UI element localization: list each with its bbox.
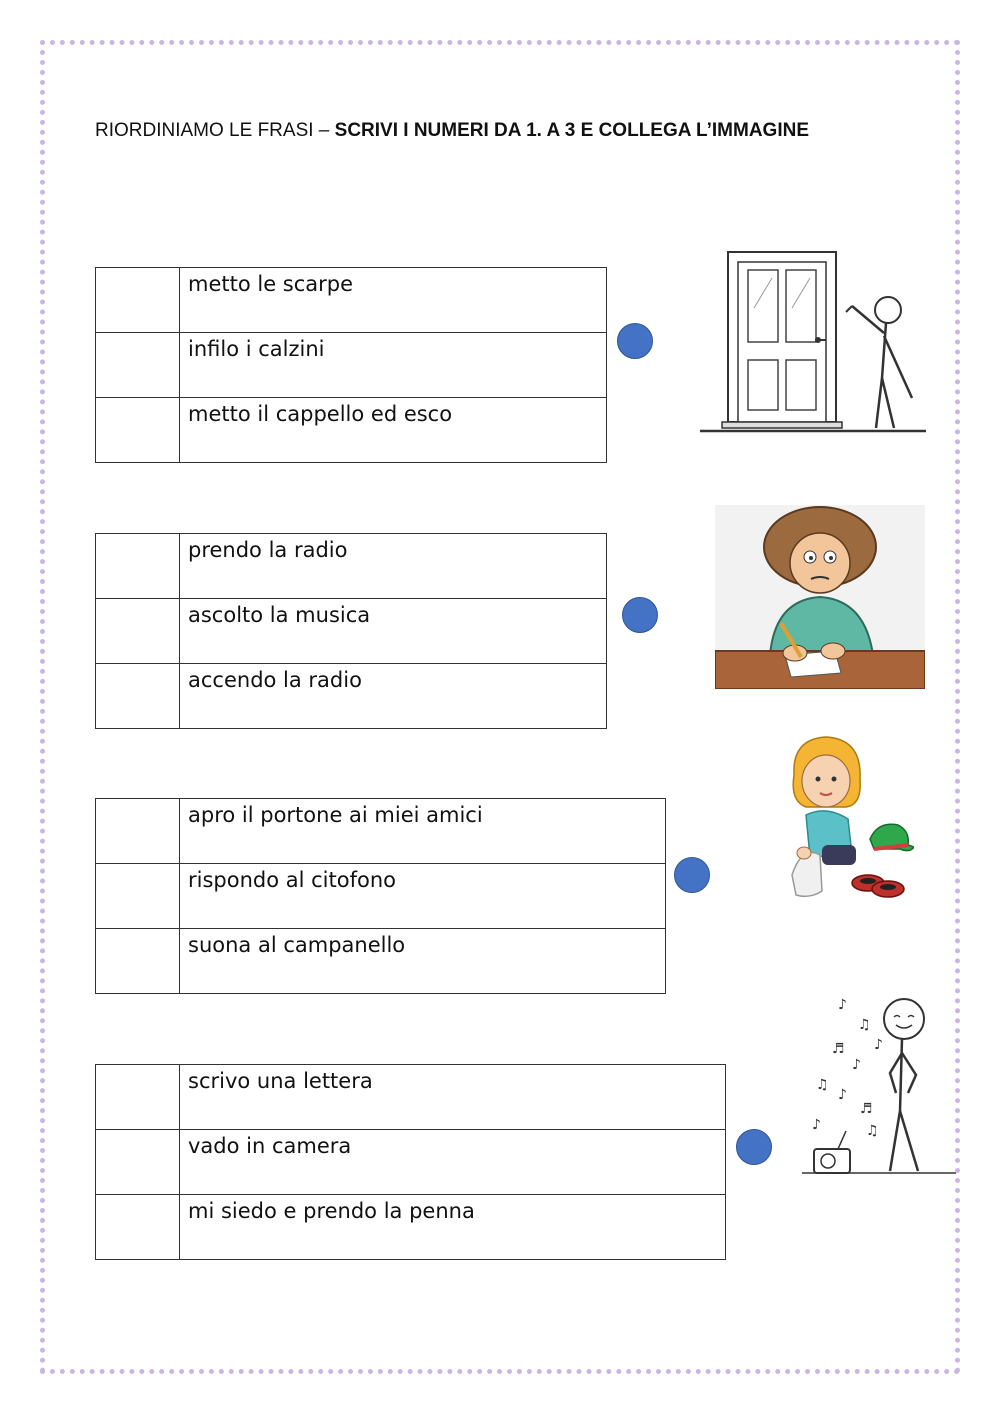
table-row	[96, 799, 666, 864]
door-knocking-illustration[interactable]	[700, 248, 926, 434]
table-row	[96, 268, 607, 333]
number-cell[interactable]	[96, 929, 180, 994]
man-listening-radio-illustration[interactable]	[802, 993, 956, 1177]
number-cell[interactable]	[96, 1195, 180, 1260]
table-row	[96, 599, 607, 664]
svg-text:♪: ♪	[838, 1087, 847, 1103]
svg-text:♬: ♬	[832, 1041, 845, 1057]
sentence-cell: metto il cappello ed esco	[180, 398, 607, 463]
exercise-table-2	[95, 533, 607, 729]
number-cell[interactable]	[96, 333, 180, 398]
svg-text:♬: ♬	[860, 1101, 873, 1117]
table-row	[96, 398, 607, 463]
number-cell[interactable]	[96, 664, 180, 729]
sentence-cell: apro il portone ai miei amici	[180, 799, 666, 864]
sentence-cell: vado in camera	[180, 1130, 726, 1195]
number-cell[interactable]	[96, 398, 180, 463]
sentence-cell: infilo i calzini	[180, 333, 607, 398]
number-cell[interactable]	[96, 599, 180, 664]
number-cell[interactable]	[96, 799, 180, 864]
svg-text:♪: ♪	[852, 1057, 861, 1073]
sentence-cell: accendo la radio	[180, 664, 607, 729]
number-cell[interactable]	[96, 864, 180, 929]
page-title	[95, 120, 809, 142]
number-cell[interactable]	[96, 534, 180, 599]
number-cell[interactable]	[96, 1130, 180, 1195]
connect-dot-4[interactable]	[736, 1129, 772, 1165]
sentence-cell: scrivo una lettera	[180, 1065, 726, 1130]
table-row	[96, 1130, 726, 1195]
sentence-cell: prendo la radio	[180, 534, 607, 599]
sentence-cell: metto le scarpe	[180, 268, 607, 333]
svg-text:♪: ♪	[838, 997, 847, 1013]
table-row	[96, 1065, 726, 1130]
title-bold: SCRIVI I NUMERI DA 1. A 3 E COLLEGA L’IMMAGINE	[334, 120, 809, 141]
connect-dot-1[interactable]	[617, 323, 653, 359]
sentence-cell: ascolto la musica	[180, 599, 607, 664]
table-row	[96, 333, 607, 398]
sentence-cell: rispondo al citofono	[180, 864, 666, 929]
table-row	[96, 664, 607, 729]
exercise-table-1	[95, 267, 607, 463]
number-cell[interactable]	[96, 1065, 180, 1130]
girl-writing-illustration[interactable]	[715, 505, 925, 689]
number-cell[interactable]	[96, 268, 180, 333]
svg-text:♫: ♫	[866, 1123, 879, 1139]
table-row	[96, 534, 607, 599]
svg-text:♪: ♪	[812, 1117, 821, 1133]
connect-dot-2[interactable]	[622, 597, 658, 633]
svg-text:♫: ♫	[816, 1077, 829, 1093]
table-row	[96, 929, 666, 994]
sentence-cell: mi siedo e prendo la penna	[180, 1195, 726, 1260]
table-row	[96, 1195, 726, 1260]
svg-text:♫: ♫	[858, 1017, 871, 1033]
title-normal: RIORDINIAMO LE FRASI –	[95, 120, 335, 141]
svg-text:♪: ♪	[874, 1037, 883, 1053]
girl-putting-on-socks-illustration[interactable]	[782, 735, 914, 907]
exercise-table-4	[95, 1064, 726, 1260]
exercise-table-3	[95, 798, 666, 994]
sentence-cell: suona al campanello	[180, 929, 666, 994]
table-row	[96, 864, 666, 929]
connect-dot-3[interactable]	[674, 857, 710, 893]
